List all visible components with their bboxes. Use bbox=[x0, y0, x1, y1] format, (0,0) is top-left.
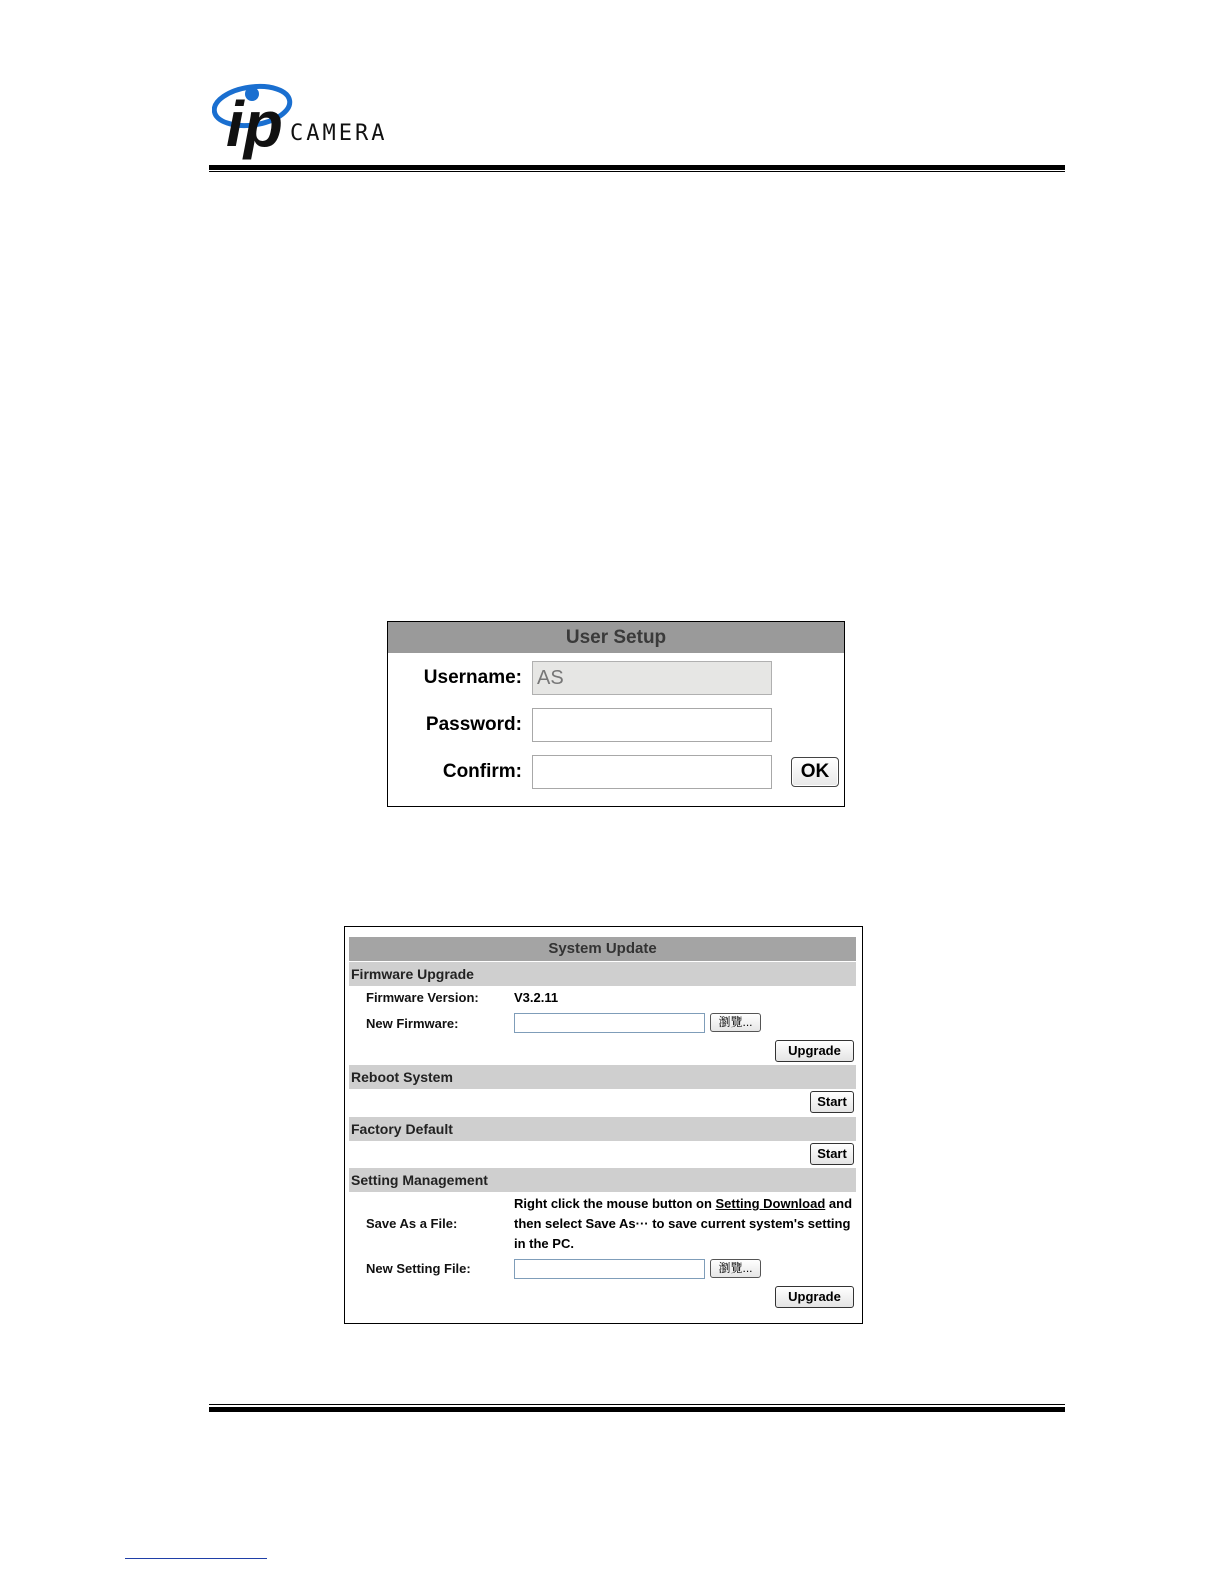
firmware-upgrade-button[interactable]: Upgrade bbox=[775, 1040, 854, 1062]
factory-default-heading: Factory Default bbox=[349, 1117, 856, 1141]
firmware-upgrade-heading: Firmware Upgrade bbox=[349, 962, 856, 986]
confirm-label: Confirm: bbox=[442, 761, 522, 782]
setting-browse-button[interactable]: 瀏覽... bbox=[710, 1259, 761, 1278]
svg-text:ip: ip bbox=[226, 88, 283, 160]
instructions-text-before: Right click the mouse button on bbox=[514, 1196, 716, 1211]
ip-camera-logo bbox=[212, 80, 452, 168]
confirm-field[interactable] bbox=[532, 755, 772, 789]
logo-text: CAMERA bbox=[290, 121, 388, 146]
header-rule bbox=[209, 165, 1065, 170]
setting-upgrade-button[interactable]: Upgrade bbox=[775, 1286, 854, 1308]
footer-link-underline bbox=[125, 1558, 267, 1559]
confirm-row bbox=[388, 755, 844, 791]
reboot-start-button[interactable]: Start bbox=[810, 1091, 854, 1113]
user-setup-panel bbox=[387, 621, 845, 807]
user-setup-title: User Setup bbox=[388, 622, 844, 653]
setting-download-link[interactable]: Setting Download bbox=[715, 1196, 826, 1211]
new-setting-file-input[interactable] bbox=[514, 1259, 705, 1279]
username-row bbox=[388, 661, 844, 697]
reboot-system-heading: Reboot System bbox=[349, 1065, 856, 1089]
new-firmware-file-input[interactable] bbox=[514, 1013, 705, 1033]
header-rule-thin bbox=[209, 171, 1065, 172]
instructions-text-after: and then select Save As··· to save current system's setting in the PC. bbox=[514, 1196, 853, 1251]
new-firmware-label: New Firmware: bbox=[366, 1016, 459, 1031]
username-field[interactable]: AS bbox=[532, 661, 772, 695]
factory-default-start-button[interactable]: Start bbox=[810, 1143, 854, 1165]
firmware-browse-button[interactable]: 瀏覽... bbox=[710, 1013, 761, 1032]
footer-rule-thin bbox=[209, 1404, 1065, 1405]
username-label: Username: bbox=[423, 667, 522, 688]
firmware-version-label: Firmware Version: bbox=[366, 990, 479, 1005]
save-as-file-label: Save As a File: bbox=[366, 1216, 458, 1231]
ok-button[interactable]: OK bbox=[791, 757, 839, 787]
save-as-instructions bbox=[514, 1194, 856, 1254]
system-update-title: System Update bbox=[349, 937, 856, 961]
firmware-version-value: V3.2.11 bbox=[514, 990, 559, 1005]
system-update-panel bbox=[344, 926, 863, 1324]
new-setting-file-label: New Setting File: bbox=[366, 1261, 471, 1276]
footer-rule bbox=[209, 1407, 1065, 1412]
password-label: Password: bbox=[425, 714, 522, 735]
password-field[interactable] bbox=[532, 708, 772, 742]
setting-management-heading: Setting Management bbox=[349, 1168, 856, 1192]
password-row bbox=[388, 708, 844, 744]
